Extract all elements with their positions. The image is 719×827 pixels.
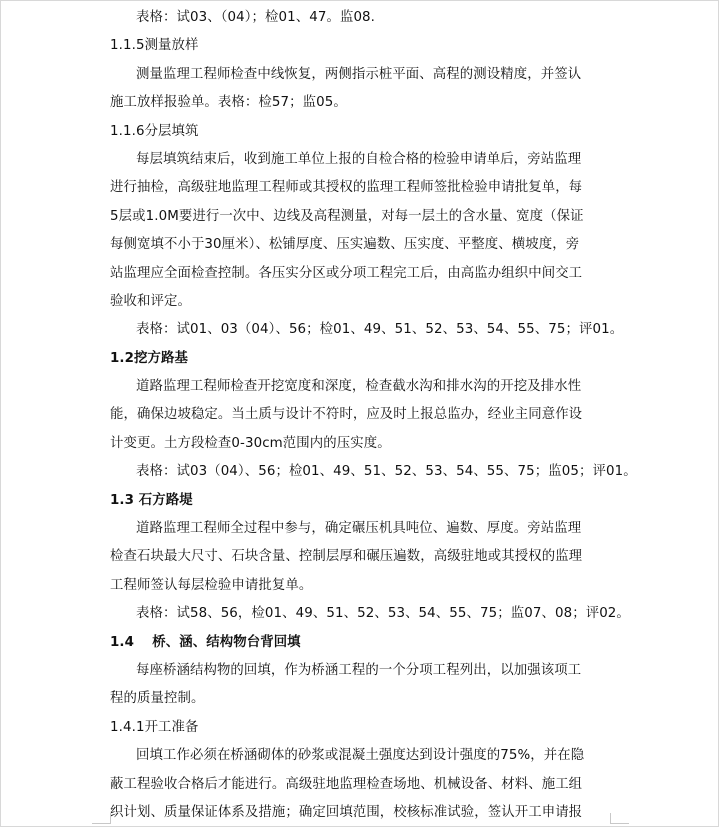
- text-line: 回填工作必须在桥涵砌体的砂浆或混凝土强度达到设计强度的75%，并在隐: [136, 748, 585, 764]
- text-line: 5层或1.0M要进行一次中、边线及高程测量，对每一层土的含水量、宽度（保证: [110, 208, 584, 224]
- text-line: 计变更。土方段检查0-30cm范围内的压实度。: [110, 435, 391, 451]
- margin-corner-mark: [610, 813, 629, 824]
- text-line: 蔽工程验收合格后才能进行。高级驻地监理检查场地、机械设备、材料、施工组: [110, 776, 583, 792]
- section-heading: 1.2挖方路基: [110, 350, 188, 366]
- document-body: [110, 4, 637, 827]
- text-line: 检查石块最大尺寸、石块含量、控制层厚和碾压遍数，高级驻地或其授权的监理: [110, 549, 583, 565]
- section-heading: 1.1.6分层填筑: [110, 123, 199, 139]
- text-line: 织计划、质量保证体系及措施；确定回填范围，校核标准试验，签认开工申请报: [110, 804, 583, 820]
- text-line: 工程师签认每层检验申请批复单。: [110, 577, 313, 593]
- text-line: 每侧宽填不小于30厘米）、松铺厚度、压实遍数、压实度、平整度、横坡度，旁: [110, 237, 580, 253]
- text-line: 表格：试03（04）、56；检01、49、51、52、53、54、55、75；监05；评01。: [136, 464, 637, 480]
- text-line: 施工放样报验单。表格：检57；监05。: [110, 95, 347, 111]
- section-heading: 1.4.1开工准备: [110, 719, 199, 735]
- section-heading: 1.3 石方路堤: [110, 492, 193, 508]
- text-line: 每座桥涵结构物的回填，作为桥涵工程的一个分项工程列出，以加强该项工: [136, 662, 582, 678]
- text-line: 站监理应全面检查控制。各压实分区或分项工程完工后，由高监办组织中间交工: [110, 265, 583, 281]
- text-line: 道路监理工程师全过程中参与，确定碾压机具吨位、遍数、厚度。旁站监理: [136, 521, 582, 537]
- text-line: 道路监理工程师检查开挖宽度和深度，检查截水沟和排水沟的开挖及排水性: [136, 379, 582, 395]
- text-line: 能，确保边坡稳定。当土质与设计不符时，应及时上报总监办，经业主同意作设: [110, 407, 583, 423]
- text-line: 进行抽检，高级驻地监理工程师或其授权的监理工程师签批检验申请批复单，每: [110, 180, 583, 196]
- text-line: 表格：试58、56，检01、49、51、52、53、54、55、75；监07、08；评02。: [136, 606, 630, 622]
- margin-corner-mark: [92, 813, 111, 824]
- section-heading: 1.1.5测量放样: [110, 38, 199, 54]
- text-line: 表格：试03、（04）；检01、47。监08.: [136, 10, 376, 25]
- text-line: 测量监理工程师检查中线恢复，两侧指示桩平面、高程的测设精度，并签认: [136, 66, 582, 82]
- text-line: 表格：试01、03（04）、56；检01、49、51、52、53、54、55、75；评01。: [136, 322, 624, 338]
- section-heading: 1.4 桥、涵、结构物台背回填: [110, 634, 301, 650]
- text-line: 程的质量控制。: [110, 691, 205, 707]
- text-line: 每层填筑结束后，收到施工单位上报的自检合格的检验申请单后，旁站监理: [136, 151, 582, 167]
- text-line: 验收和评定。: [110, 293, 191, 309]
